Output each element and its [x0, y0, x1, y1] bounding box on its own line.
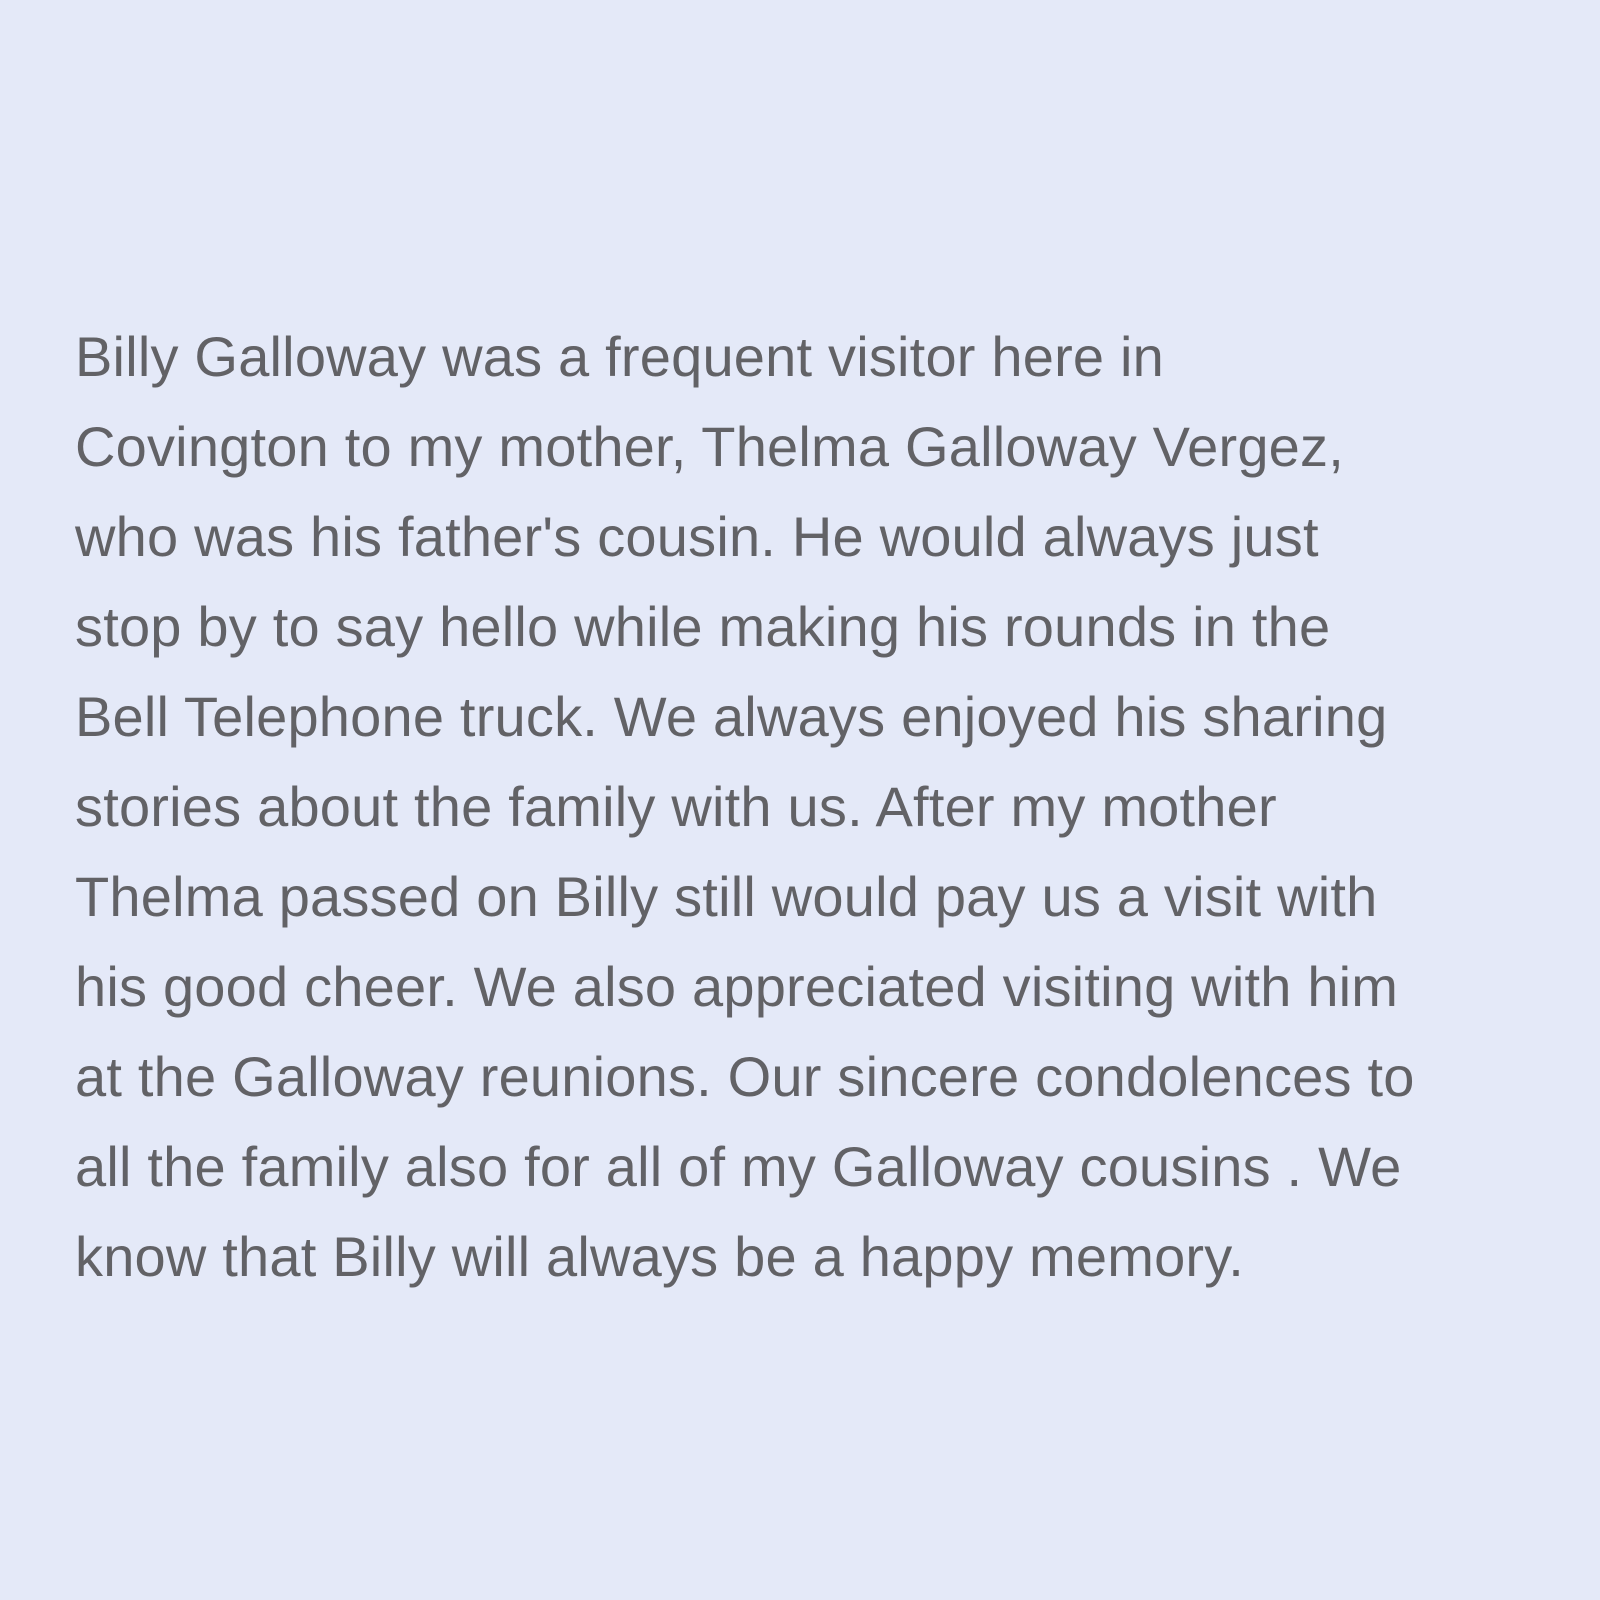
message-line: who was his father's cousin. He would always just — [75, 505, 1319, 568]
message-line: Billy Galloway was a frequent visitor here in — [75, 325, 1165, 388]
message-line: his good cheer. We also appreciated visiting with him — [75, 955, 1399, 1018]
condolence-message — [75, 312, 1532, 1302]
message-line: at the Galloway reunions. Our sincere condolences to — [75, 1045, 1415, 1108]
message-line: stories about the family with us. After my mother — [75, 775, 1277, 838]
message-line: stop by to say hello while making his rounds in the — [75, 595, 1331, 658]
message-line: Bell Telephone truck. We always enjoyed his sharing — [75, 685, 1388, 748]
message-line: all the family also for all of my Galloway cousins . We — [75, 1135, 1402, 1198]
message-line: know that Billy will always be a happy memory. — [75, 1225, 1245, 1288]
message-line: Covington to my mother, Thelma Galloway Vergez, — [75, 415, 1344, 478]
message-line: Thelma passed on Billy still would pay us a visit with — [75, 865, 1378, 928]
